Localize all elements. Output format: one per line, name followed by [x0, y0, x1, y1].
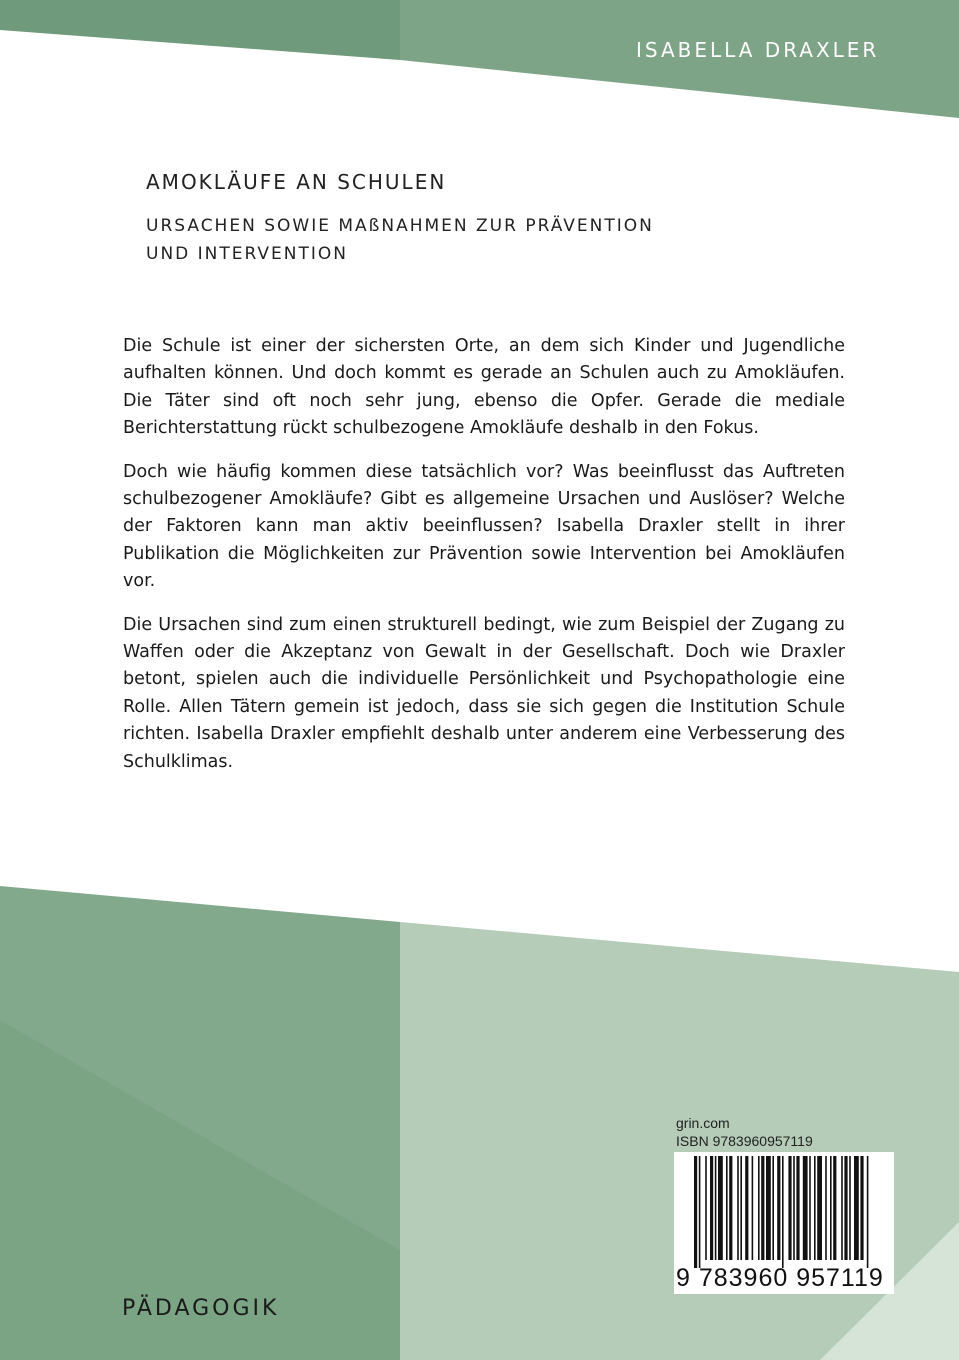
barcode-bar: [854, 1156, 859, 1260]
barcode-bar: [745, 1156, 748, 1260]
barcode-bar: [752, 1156, 754, 1260]
author-name: ISABELLA DRAXLER: [636, 38, 880, 62]
barcode-bar: [726, 1156, 728, 1260]
blurb: [123, 333, 845, 792]
barcode-bar: [796, 1156, 799, 1260]
blurb-paragraph-2: Doch wie häufig kommen diese tatsächlich vor? Was beeinflusst das Auftreten schulbezogener Amokläufe? Gibt es allgemeine Ursachen und Auslöser? Welche der Faktoren kann man aktiv beeinflussen? Isabella Draxler stellt in ihrer Publikation die Möglichkeiten zur Prävention sowie Intervention bei Amokläufen vor.: [123, 461, 845, 592]
barcode-bar: [782, 1156, 784, 1268]
barcode-bar: [809, 1156, 811, 1260]
barcode-bar: [844, 1156, 847, 1260]
barcode-bar: [740, 1156, 742, 1260]
barcode-bar: [860, 1156, 863, 1260]
barcode-bar: [830, 1156, 832, 1260]
isbn-number: ISBN 9783960957119: [676, 1133, 813, 1149]
barcode-bar: [833, 1156, 836, 1260]
barcode-bar: [788, 1156, 791, 1260]
subtitle-line-1: URSACHEN SOWIE MAßNAHMEN ZUR PRÄVENTION: [146, 216, 654, 236]
top-band-dark: [0, 0, 400, 60]
barcode-bar: [825, 1156, 827, 1260]
blurb-paragraph-3: Die Ursachen sind zum einen strukturell bedingt, wie zum Beispiel der Zugang zu Waffen oder die Akzeptanz von Gewalt in der Gesellschaft. Doch wie Draxler betont, spielen auch die individuelle Persönlichkeit und Psychopathologie eine Rolle. Allen Tätern gemein ist jedoch, dass sie sich gegen die Institution Schule richten. Isabella Draxler empfiehlt deshalb unter anderem eine Verbesserung des Schulklimas.: [123, 614, 845, 772]
barcode-bar: [729, 1156, 732, 1260]
subtitle-line-2: UND INTERVENTION: [146, 244, 348, 264]
barcode-bar: [758, 1156, 760, 1260]
barcode-bar: [849, 1156, 851, 1260]
barcode-bar: [766, 1156, 771, 1260]
barcode-bar: [803, 1156, 808, 1260]
barcode-digits: 9 783960 957119: [676, 1264, 884, 1292]
barcode-bar: [699, 1156, 701, 1268]
barcode-bar: [841, 1156, 843, 1260]
barcode-bar: [710, 1156, 713, 1260]
blurb-paragraph-1: Die Schule ist einer der sichersten Orte, an dem sich Kinder und Jugendliche aufhalten können. Und doch kommt es gerade an Schulen auch zu Amokläufen. Die Täter sind oft noch sehr jung, ebenso die Opfer. Gerade die mediale Berichterstattung rückt schulbezogene Amokläufe deshalb in den Fokus.: [123, 336, 845, 439]
publisher-website: grin.com: [676, 1115, 730, 1131]
barcode-bar: [718, 1156, 723, 1260]
barcode-bar: [867, 1156, 869, 1268]
barcode: [674, 1152, 894, 1294]
barcode-bar: [772, 1156, 774, 1260]
barcode-bar: [793, 1156, 795, 1260]
category-label: PÄDAGOGIK: [122, 1296, 280, 1321]
barcode-bar: [777, 1156, 780, 1260]
barcode-bar: [761, 1156, 764, 1260]
barcode-bar: [737, 1156, 739, 1260]
book-subtitle: [146, 212, 706, 268]
barcode-bar: [694, 1156, 697, 1268]
barcode-bar: [705, 1156, 707, 1260]
barcode-bar: [715, 1156, 717, 1260]
barcode-bar: [814, 1156, 816, 1260]
book-title: AMOKLÄUFE AN SCHULEN: [146, 170, 447, 194]
barcode-bar: [817, 1156, 822, 1260]
